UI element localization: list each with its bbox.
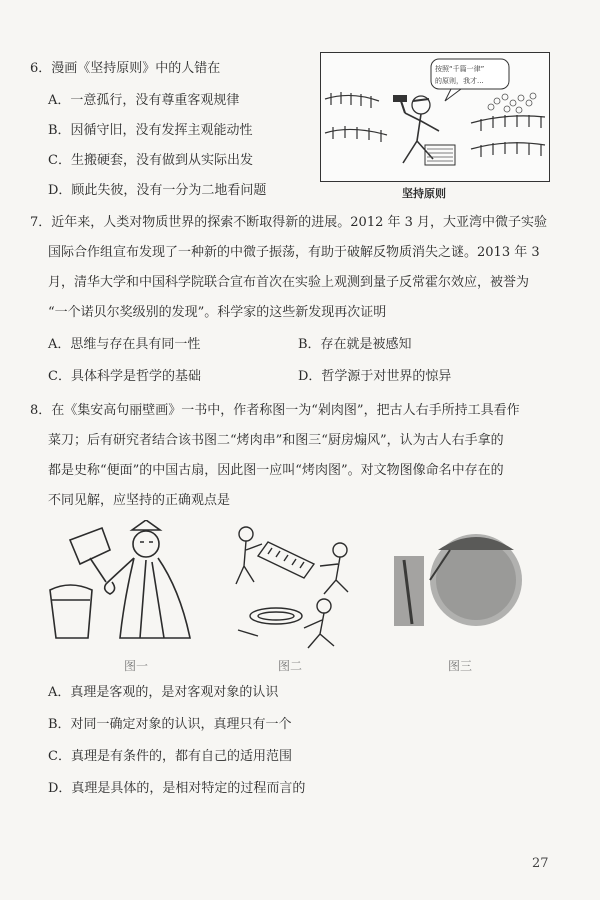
page-number: 27 bbox=[532, 856, 549, 871]
figure-3-label: 图三 bbox=[448, 659, 473, 673]
q8-option-a: A．真理是客观的，是对客观对象的认识 bbox=[48, 685, 279, 700]
q8-line-4: 不同见解，应坚持的正确观点是 bbox=[48, 493, 231, 508]
q8-line-3: 都是史称“便面”的中国古扇，因此图一应叫“烤肉图”。对文物图像命名中存在的 bbox=[48, 463, 504, 478]
q6-option-b: B．因循守旧，没有发挥主观能动性 bbox=[48, 123, 253, 138]
q7-line-1: 7．近年来，人类对物质世界的探索不断取得新的进展。2012 年 3 月，大亚湾中微子实验 bbox=[30, 215, 548, 230]
q8-option-b: B．对同一确定对象的认识，真理只有一个 bbox=[48, 717, 292, 732]
q6-option-d: D．顾此失彼，没有一分为二地看问题 bbox=[48, 183, 267, 198]
figure-2-label: 图二 bbox=[278, 659, 303, 673]
q7-option-b: B．存在就是被感知 bbox=[298, 337, 412, 352]
q8-option-d: D．真理是具体的，是相对特定的过程而言的 bbox=[48, 781, 306, 796]
q7-line-2: 国际合作组宣布发现了一种新的中微子振荡，有助于破解反物质消失之谜。2013 年 3 bbox=[48, 245, 540, 260]
q7-line-3: 月，清华大学和中国科学院联合宣布首次在实验上观测到量子反常霍尔效应，被誉为 bbox=[48, 275, 530, 290]
q6-option-a: A．一意孤行，没有尊重客观规律 bbox=[48, 93, 240, 108]
q8-line-2: 菜刀；后有研究者结合该书图二“烤肉串”和图三“厨房煽风”，认为古人右手拿的 bbox=[48, 433, 504, 448]
cartoon-speech-line-1: 按照“千篇一律” bbox=[435, 65, 485, 73]
figure-2-image bbox=[228, 520, 368, 655]
figure-3-image bbox=[390, 520, 530, 655]
cartoon-speech-line-2: 的原则，我才... bbox=[435, 77, 484, 85]
figure-1-image bbox=[40, 520, 210, 655]
figure-1-label: 图一 bbox=[124, 659, 149, 673]
q6-option-c: C．生搬硬套，没有做到从实际出发 bbox=[48, 153, 253, 168]
q6-cartoon-caption: 坚持原则 bbox=[402, 187, 446, 200]
q8-option-c: C．真理是有条件的，都有自己的适用范围 bbox=[48, 749, 292, 764]
q7-option-c: C．具体科学是哲学的基础 bbox=[48, 369, 201, 384]
q6-cartoon bbox=[320, 52, 550, 182]
q8-line-1: 8．在《集安高句丽壁画》一书中，作者称图一为“剁肉图”，把古人右手所持工具看作 bbox=[30, 403, 520, 418]
q7-option-d: D．哲学源于对世界的惊异 bbox=[298, 369, 452, 384]
q7-option-a: A．思维与存在具有同一性 bbox=[48, 337, 201, 352]
q7-line-4: “一个诺贝尔奖级别的发现”。科学家的这些新发现再次证明 bbox=[48, 305, 387, 320]
q6-stem: 6．漫画《坚持原则》中的人错在 bbox=[30, 61, 221, 76]
